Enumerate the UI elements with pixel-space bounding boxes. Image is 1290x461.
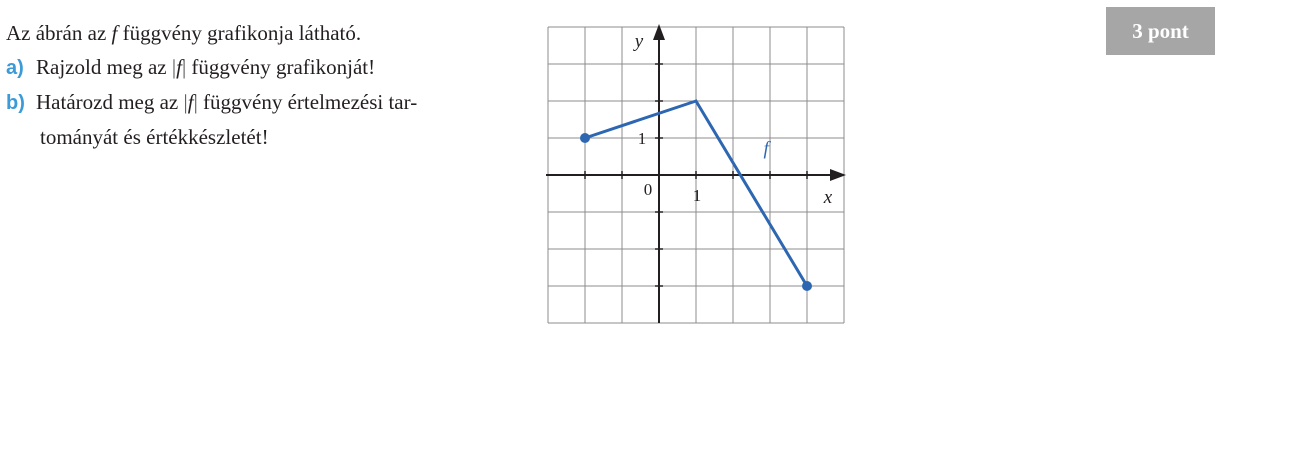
task-b-function-name: f — [187, 90, 194, 114]
intro-function-name: f — [111, 21, 118, 45]
endpoint-dot — [580, 133, 590, 143]
abs-bar-left: | — [171, 55, 177, 79]
task-b-prefix: Határozd meg az — [36, 90, 184, 114]
task-intro — [6, 16, 526, 50]
y-axis-arrow-icon — [653, 24, 665, 40]
series-label-f: f — [763, 138, 769, 160]
task-a-prefix: Rajzold meg az — [36, 55, 172, 79]
y-axis-label: y — [634, 31, 644, 52]
intro-prefix: Az ábrán az — [6, 21, 112, 45]
points-badge: 3 pont — [1106, 7, 1215, 55]
task-b — [6, 85, 526, 120]
function-graph — [540, 20, 860, 330]
task-a — [6, 50, 526, 85]
endpoint-dot — [802, 281, 812, 291]
intro-suffix: függvény grafikonja látható. — [117, 21, 362, 45]
task-a-function-name: f — [176, 55, 182, 79]
x-axis-label: x — [823, 187, 833, 208]
abs-bar-right: | — [193, 90, 198, 114]
task-text — [6, 16, 526, 154]
task-b-line2: tományát és értékkészletét! — [40, 125, 269, 149]
task-b-label: b) — [6, 92, 25, 114]
x-tick-label: 1 — [692, 186, 702, 205]
task-b-suffix: függvény értelmezési tar- — [197, 90, 418, 114]
abs-bar-left: | — [183, 90, 188, 114]
origin-label: 0 — [643, 180, 653, 199]
task-a-suffix: függvény grafikonját! — [186, 55, 376, 79]
y-tick-label: 1 — [637, 129, 647, 148]
abs-bar-right: | — [181, 55, 187, 79]
task-a-label: a) — [6, 57, 24, 79]
